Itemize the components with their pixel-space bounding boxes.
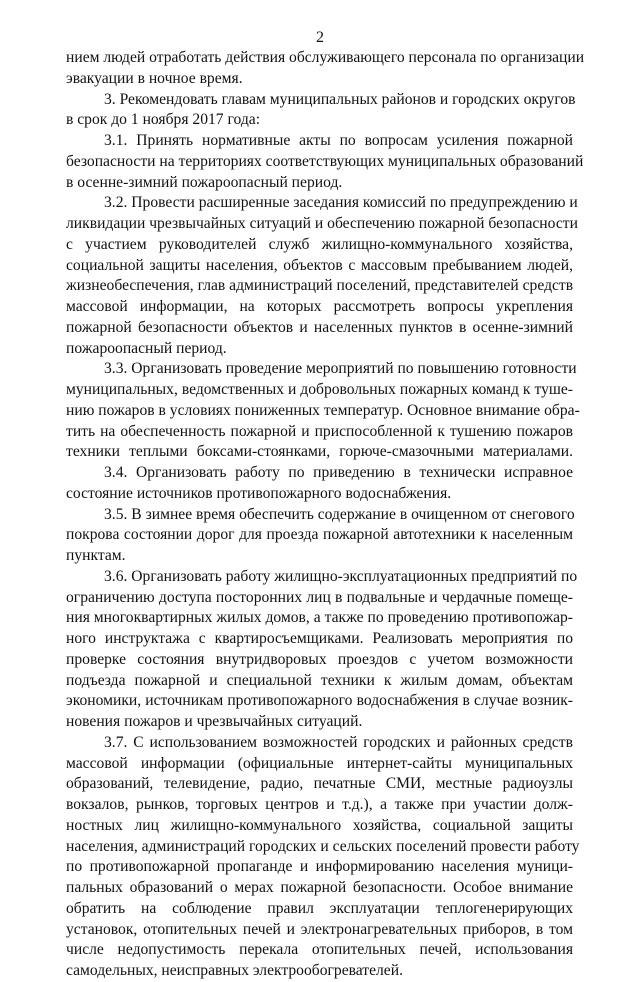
text-line: пожарной безопасности объектов и населенных пунктов в осенне-зимний <box>66 318 573 336</box>
text-line: образований, телевидение, радио, печатные СМИ, местные радиоузлы <box>66 775 573 793</box>
text-line: экономики, источникам противопожарного водоснабжения в случае возник- <box>66 692 573 710</box>
document-body <box>66 48 585 982</box>
text-line: 3.5. В зимнее время обеспечить содержание в очищенном от снегового <box>104 505 575 523</box>
text-line: ликвидации чрезвычайных ситуаций и обеспечению пожарной безопасности <box>66 215 578 232</box>
text-line: пожароопасный период. <box>66 339 227 357</box>
text-line: социальной защиты населения, объектов с массовым пребыванием людей, <box>66 256 573 274</box>
text-line: 3.3. Организовать проведение мероприятий по повышению готовности <box>104 360 577 378</box>
text-line: 3.6. Организовать работу жилищно-эксплуатационных предприятий по <box>104 567 578 585</box>
text-line: техники теплыми боксами-стоянками, горюче-смазочными материалами. <box>66 443 573 461</box>
text-line: новения пожаров и чрезвычайных ситуаций. <box>66 713 363 730</box>
text-line: состояние источников противопожарного водоснабжения. <box>66 484 452 502</box>
text-line: массовой информации (официальные интернет-сайты муниципальных <box>66 754 573 772</box>
text-line: жизнеобеспечения, глав администраций поселений, представителей средств <box>66 277 574 295</box>
text-line: безопасности на территориях соответствующих муниципальных образований <box>66 152 584 170</box>
text-line: 3.7. С использованием возможностей городских и районных средств <box>104 733 573 751</box>
text-line: нию пожаров в условиях пониженных температур. Основное внимание обра- <box>66 401 580 419</box>
text-line: в срок до 1 ноября 2017 года: <box>66 111 261 129</box>
text-line: 3.4. Организовать работу по приведению в технически исправное <box>104 464 573 481</box>
text-line: самодельных, неисправных электрообогревателей. <box>66 962 403 979</box>
text-line: ностных лиц жилищно-коммунального хозяйства, социальной защиты <box>66 816 573 834</box>
text-line: с участием руководителей служб жилищно-коммунального хозяйства, <box>66 235 573 253</box>
text-line: по противопожарной пропаганде и информированию населения муници- <box>66 858 573 876</box>
page-number: 2 <box>316 29 324 46</box>
text-line: обратить на соблюдение правил эксплуатации теплогенерирующих <box>66 899 573 917</box>
text-line: пунктам. <box>66 547 126 564</box>
text-line: подъезда пожарной и специальной техники к жилым домам, объектам <box>66 671 573 689</box>
text-line: в осенне-зимний пожароопасный период. <box>66 173 343 191</box>
text-line: покрова состоянии дорог для проезда пожарной автотехники к населенным <box>66 526 573 544</box>
text-line: 3.2. Провести расширенные заседания комиссий по предупреждению и <box>104 194 578 212</box>
text-line: установок, отопительных печей и электронагревательных приборов, в том <box>66 920 573 938</box>
text-line: проверке состояния внутридворовых проездов с учетом возможности <box>66 650 573 668</box>
text-line: 3.1. Принять нормативные акты по вопросам усиления пожарной <box>104 132 573 149</box>
text-line: числе недопустимость перекала отопительных печей, использования <box>66 941 573 959</box>
text-line: нием людей отработать действия обслуживающего персонала по организации <box>66 49 585 66</box>
text-line: ния многоквартирных жилых домов, а также по проведению противопожар- <box>66 609 573 627</box>
text-line: ограничению доступа посторонних лиц в подвальные и чердачные помеще- <box>66 588 573 606</box>
text-line: ного инструктажа с квартиросъемщиками. Реализовать мероприятия по <box>66 630 573 647</box>
text-line: муниципальных, ведомственных и добровольных пожарных команд к туше- <box>66 381 573 398</box>
text-line: 3. Рекомендовать главам муниципальных районов и городских округов <box>104 90 576 108</box>
text-line: вокзалов, рынков, торговых центров и т.д.), а также при участии долж- <box>66 796 573 813</box>
text-line: населения, администраций городских и сельских поселений провести работу <box>66 837 580 855</box>
text-line: массовой информации, на которых рассмотреть вопросы укрепления <box>66 298 573 315</box>
text-line: эвакуации в ночное время. <box>66 69 243 87</box>
text-line: пальных образований о мерах пожарной безопасности. Особое внимание <box>66 879 573 896</box>
text-line: тить на обеспеченность пожарной и приспособленной к тушению пожаров <box>66 422 573 440</box>
